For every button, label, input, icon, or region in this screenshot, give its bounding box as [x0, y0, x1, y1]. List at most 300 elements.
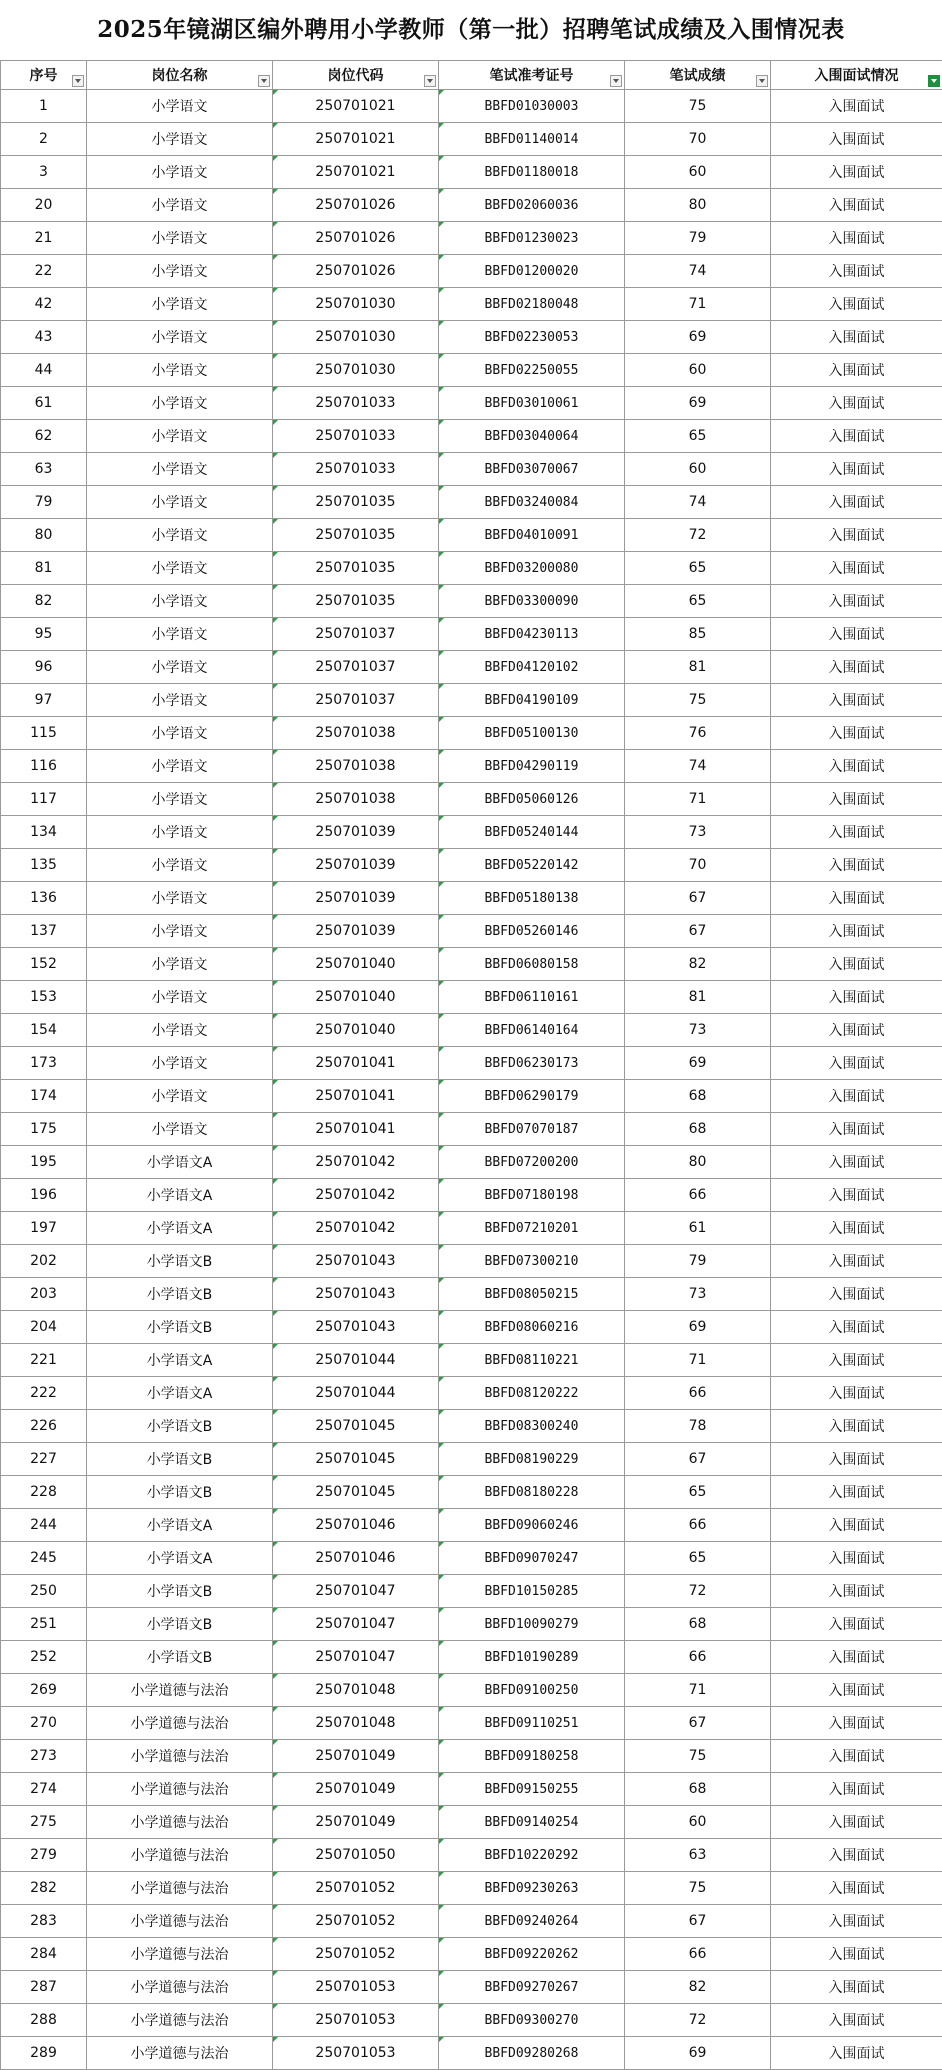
cell-score[interactable]	[625, 189, 771, 222]
cell-position-code[interactable]	[273, 783, 439, 816]
cell-seq[interactable]	[1, 1938, 87, 1971]
cell-position-code[interactable]	[273, 354, 439, 387]
cell-ticket-number[interactable]	[439, 189, 625, 222]
cell-score[interactable]	[625, 222, 771, 255]
cell-interview-status[interactable]	[771, 1872, 942, 1905]
cell-position-name[interactable]	[87, 2037, 273, 2070]
cell-position-code[interactable]	[273, 1146, 439, 1179]
cell-score[interactable]	[625, 1476, 771, 1509]
cell-position-code[interactable]	[273, 1674, 439, 1707]
cell-position-name[interactable]	[87, 1938, 273, 1971]
cell-interview-status[interactable]	[771, 519, 942, 552]
cell-seq[interactable]	[1, 2037, 87, 2070]
cell-score[interactable]	[625, 882, 771, 915]
cell-ticket-number[interactable]	[439, 552, 625, 585]
cell-score[interactable]	[625, 684, 771, 717]
cell-score[interactable]	[625, 1872, 771, 1905]
cell-seq[interactable]	[1, 684, 87, 717]
cell-position-code[interactable]	[273, 552, 439, 585]
cell-position-name[interactable]	[87, 1509, 273, 1542]
cell-interview-status[interactable]	[771, 288, 942, 321]
cell-score[interactable]	[625, 750, 771, 783]
cell-position-name[interactable]	[87, 90, 273, 123]
cell-score[interactable]	[625, 651, 771, 684]
cell-position-code[interactable]	[273, 618, 439, 651]
cell-seq[interactable]	[1, 1377, 87, 1410]
cell-ticket-number[interactable]	[439, 1047, 625, 1080]
cell-score[interactable]	[625, 1410, 771, 1443]
cell-position-name[interactable]	[87, 1080, 273, 1113]
cell-score[interactable]	[625, 156, 771, 189]
column-header-position-code[interactable]	[273, 61, 439, 90]
cell-position-name[interactable]	[87, 750, 273, 783]
cell-interview-status[interactable]	[771, 1344, 942, 1377]
cell-position-name[interactable]	[87, 1740, 273, 1773]
cell-seq[interactable]	[1, 255, 87, 288]
cell-ticket-number[interactable]	[439, 1146, 625, 1179]
cell-position-code[interactable]	[273, 90, 439, 123]
cell-position-name[interactable]	[87, 585, 273, 618]
cell-score[interactable]	[625, 453, 771, 486]
cell-seq[interactable]	[1, 1278, 87, 1311]
cell-position-code[interactable]	[273, 1014, 439, 1047]
cell-position-name[interactable]	[87, 420, 273, 453]
cell-score[interactable]	[625, 585, 771, 618]
cell-interview-status[interactable]	[771, 387, 942, 420]
dropdown-filter-icon[interactable]	[258, 75, 270, 87]
cell-ticket-number[interactable]	[439, 90, 625, 123]
cell-interview-status[interactable]	[771, 1608, 942, 1641]
cell-position-name[interactable]	[87, 1575, 273, 1608]
cell-position-code[interactable]	[273, 1443, 439, 1476]
cell-position-name[interactable]	[87, 783, 273, 816]
cell-ticket-number[interactable]	[439, 387, 625, 420]
cell-interview-status[interactable]	[771, 717, 942, 750]
cell-position-name[interactable]	[87, 1674, 273, 1707]
cell-seq[interactable]	[1, 123, 87, 156]
cell-ticket-number[interactable]	[439, 1773, 625, 1806]
cell-interview-status[interactable]	[771, 1806, 942, 1839]
cell-interview-status[interactable]	[771, 486, 942, 519]
cell-position-name[interactable]	[87, 981, 273, 1014]
cell-ticket-number[interactable]	[439, 1839, 625, 1872]
cell-interview-status[interactable]	[771, 156, 942, 189]
cell-interview-status[interactable]	[771, 222, 942, 255]
cell-position-name[interactable]	[87, 222, 273, 255]
cell-interview-status[interactable]	[771, 1773, 942, 1806]
cell-score[interactable]	[625, 717, 771, 750]
cell-position-code[interactable]	[273, 1641, 439, 1674]
cell-position-code[interactable]	[273, 1344, 439, 1377]
cell-position-code[interactable]	[273, 1410, 439, 1443]
cell-position-name[interactable]	[87, 1179, 273, 1212]
cell-position-code[interactable]	[273, 1179, 439, 1212]
cell-score[interactable]	[625, 255, 771, 288]
cell-score[interactable]	[625, 1839, 771, 1872]
cell-ticket-number[interactable]	[439, 717, 625, 750]
cell-score[interactable]	[625, 1344, 771, 1377]
column-header-interview-status[interactable]	[771, 61, 942, 90]
cell-position-code[interactable]	[273, 1905, 439, 1938]
cell-interview-status[interactable]	[771, 1476, 942, 1509]
cell-ticket-number[interactable]	[439, 1443, 625, 1476]
cell-score[interactable]	[625, 1971, 771, 2004]
cell-score[interactable]	[625, 123, 771, 156]
cell-score[interactable]	[625, 1509, 771, 1542]
cell-position-code[interactable]	[273, 684, 439, 717]
cell-interview-status[interactable]	[771, 453, 942, 486]
cell-score[interactable]	[625, 1014, 771, 1047]
cell-interview-status[interactable]	[771, 882, 942, 915]
cell-position-code[interactable]	[273, 1245, 439, 1278]
cell-position-code[interactable]	[273, 882, 439, 915]
cell-ticket-number[interactable]	[439, 453, 625, 486]
cell-interview-status[interactable]	[771, 189, 942, 222]
cell-score[interactable]	[625, 288, 771, 321]
cell-position-name[interactable]	[87, 1014, 273, 1047]
cell-position-name[interactable]	[87, 1047, 273, 1080]
cell-position-code[interactable]	[273, 1971, 439, 2004]
cell-ticket-number[interactable]	[439, 1509, 625, 1542]
cell-ticket-number[interactable]	[439, 1080, 625, 1113]
cell-seq[interactable]	[1, 915, 87, 948]
cell-position-name[interactable]	[87, 1905, 273, 1938]
cell-score[interactable]	[625, 1146, 771, 1179]
cell-seq[interactable]	[1, 1509, 87, 1542]
cell-seq[interactable]	[1, 90, 87, 123]
cell-ticket-number[interactable]	[439, 684, 625, 717]
cell-position-name[interactable]	[87, 915, 273, 948]
cell-seq[interactable]	[1, 1080, 87, 1113]
cell-seq[interactable]	[1, 1212, 87, 1245]
cell-score[interactable]	[625, 1212, 771, 1245]
cell-position-code[interactable]	[273, 321, 439, 354]
cell-score[interactable]	[625, 1443, 771, 1476]
cell-position-name[interactable]	[87, 288, 273, 321]
cell-interview-status[interactable]	[771, 1707, 942, 1740]
cell-score[interactable]	[625, 816, 771, 849]
cell-interview-status[interactable]	[771, 618, 942, 651]
cell-ticket-number[interactable]	[439, 354, 625, 387]
cell-position-code[interactable]	[273, 1707, 439, 1740]
cell-score[interactable]	[625, 1278, 771, 1311]
cell-position-name[interactable]	[87, 1839, 273, 1872]
cell-score[interactable]	[625, 783, 771, 816]
cell-seq[interactable]	[1, 1641, 87, 1674]
cell-seq[interactable]	[1, 750, 87, 783]
cell-score[interactable]	[625, 1773, 771, 1806]
cell-ticket-number[interactable]	[439, 1113, 625, 1146]
cell-ticket-number[interactable]	[439, 750, 625, 783]
cell-score[interactable]	[625, 1377, 771, 1410]
cell-interview-status[interactable]	[771, 1212, 942, 1245]
cell-score[interactable]	[625, 1608, 771, 1641]
cell-seq[interactable]	[1, 1971, 87, 2004]
cell-ticket-number[interactable]	[439, 1674, 625, 1707]
cell-position-code[interactable]	[273, 651, 439, 684]
cell-interview-status[interactable]	[771, 684, 942, 717]
cell-ticket-number[interactable]	[439, 1575, 625, 1608]
cell-ticket-number[interactable]	[439, 222, 625, 255]
cell-interview-status[interactable]	[771, 1245, 942, 1278]
cell-position-code[interactable]	[273, 255, 439, 288]
cell-ticket-number[interactable]	[439, 1905, 625, 1938]
cell-seq[interactable]	[1, 1344, 87, 1377]
cell-position-name[interactable]	[87, 1443, 273, 1476]
cell-position-name[interactable]	[87, 1707, 273, 1740]
column-header-seq[interactable]	[1, 61, 87, 90]
cell-position-name[interactable]	[87, 1344, 273, 1377]
cell-interview-status[interactable]	[771, 750, 942, 783]
dropdown-filter-icon[interactable]	[610, 75, 622, 87]
cell-ticket-number[interactable]	[439, 882, 625, 915]
cell-position-name[interactable]	[87, 552, 273, 585]
cell-interview-status[interactable]	[771, 948, 942, 981]
cell-position-code[interactable]	[273, 1872, 439, 1905]
cell-position-code[interactable]	[273, 387, 439, 420]
cell-ticket-number[interactable]	[439, 1872, 625, 1905]
cell-interview-status[interactable]	[771, 552, 942, 585]
cell-seq[interactable]	[1, 1311, 87, 1344]
cell-ticket-number[interactable]	[439, 816, 625, 849]
cell-interview-status[interactable]	[771, 849, 942, 882]
cell-position-name[interactable]	[87, 321, 273, 354]
cell-score[interactable]	[625, 1311, 771, 1344]
cell-score[interactable]	[625, 387, 771, 420]
cell-position-name[interactable]	[87, 1542, 273, 1575]
cell-score[interactable]	[625, 618, 771, 651]
cell-position-code[interactable]	[273, 1080, 439, 1113]
cell-score[interactable]	[625, 915, 771, 948]
cell-score[interactable]	[625, 1542, 771, 1575]
cell-ticket-number[interactable]	[439, 1344, 625, 1377]
cell-seq[interactable]	[1, 1410, 87, 1443]
cell-seq[interactable]	[1, 288, 87, 321]
cell-seq[interactable]	[1, 1773, 87, 1806]
cell-interview-status[interactable]	[771, 816, 942, 849]
cell-position-name[interactable]	[87, 387, 273, 420]
cell-ticket-number[interactable]	[439, 1245, 625, 1278]
cell-score[interactable]	[625, 1806, 771, 1839]
cell-ticket-number[interactable]	[439, 420, 625, 453]
cell-position-code[interactable]	[273, 288, 439, 321]
cell-seq[interactable]	[1, 1179, 87, 1212]
cell-seq[interactable]	[1, 651, 87, 684]
cell-interview-status[interactable]	[771, 1278, 942, 1311]
cell-score[interactable]	[625, 948, 771, 981]
cell-ticket-number[interactable]	[439, 1938, 625, 1971]
cell-position-code[interactable]	[273, 1740, 439, 1773]
cell-position-name[interactable]	[87, 816, 273, 849]
cell-ticket-number[interactable]	[439, 783, 625, 816]
cell-position-code[interactable]	[273, 585, 439, 618]
cell-interview-status[interactable]	[771, 1938, 942, 1971]
cell-seq[interactable]	[1, 1575, 87, 1608]
cell-ticket-number[interactable]	[439, 585, 625, 618]
cell-score[interactable]	[625, 1740, 771, 1773]
cell-interview-status[interactable]	[771, 1971, 942, 2004]
cell-interview-status[interactable]	[771, 354, 942, 387]
cell-interview-status[interactable]	[771, 1113, 942, 1146]
cell-ticket-number[interactable]	[439, 1740, 625, 1773]
cell-seq[interactable]	[1, 981, 87, 1014]
cell-position-code[interactable]	[273, 717, 439, 750]
cell-interview-status[interactable]	[771, 1740, 942, 1773]
cell-ticket-number[interactable]	[439, 1212, 625, 1245]
cell-position-code[interactable]	[273, 750, 439, 783]
cell-seq[interactable]	[1, 618, 87, 651]
cell-position-code[interactable]	[273, 1047, 439, 1080]
dropdown-filter-icon[interactable]	[424, 75, 436, 87]
cell-seq[interactable]	[1, 1014, 87, 1047]
cell-seq[interactable]	[1, 1476, 87, 1509]
cell-seq[interactable]	[1, 1542, 87, 1575]
cell-interview-status[interactable]	[771, 123, 942, 156]
cell-ticket-number[interactable]	[439, 519, 625, 552]
cell-seq[interactable]	[1, 849, 87, 882]
cell-interview-status[interactable]	[771, 1674, 942, 1707]
cell-position-name[interactable]	[87, 1641, 273, 1674]
cell-ticket-number[interactable]	[439, 1608, 625, 1641]
cell-interview-status[interactable]	[771, 1575, 942, 1608]
cell-score[interactable]	[625, 1938, 771, 1971]
cell-ticket-number[interactable]	[439, 1971, 625, 2004]
cell-position-code[interactable]	[273, 453, 439, 486]
cell-position-code[interactable]	[273, 1212, 439, 1245]
cell-score[interactable]	[625, 2037, 771, 2070]
cell-seq[interactable]	[1, 552, 87, 585]
cell-seq[interactable]	[1, 1608, 87, 1641]
cell-position-code[interactable]	[273, 981, 439, 1014]
dropdown-filter-icon[interactable]	[756, 75, 768, 87]
cell-position-code[interactable]	[273, 156, 439, 189]
cell-position-name[interactable]	[87, 948, 273, 981]
cell-position-name[interactable]	[87, 651, 273, 684]
cell-position-code[interactable]	[273, 1608, 439, 1641]
cell-ticket-number[interactable]	[439, 486, 625, 519]
cell-seq[interactable]	[1, 1674, 87, 1707]
cell-ticket-number[interactable]	[439, 321, 625, 354]
cell-position-code[interactable]	[273, 1278, 439, 1311]
cell-seq[interactable]	[1, 156, 87, 189]
cell-seq[interactable]	[1, 387, 87, 420]
cell-interview-status[interactable]	[771, 1377, 942, 1410]
cell-score[interactable]	[625, 354, 771, 387]
cell-position-code[interactable]	[273, 1476, 439, 1509]
cell-position-name[interactable]	[87, 1278, 273, 1311]
cell-position-name[interactable]	[87, 1476, 273, 1509]
dropdown-filter-icon[interactable]	[72, 75, 84, 87]
cell-position-name[interactable]	[87, 189, 273, 222]
cell-position-name[interactable]	[87, 1971, 273, 2004]
cell-position-code[interactable]	[273, 1377, 439, 1410]
cell-position-name[interactable]	[87, 2004, 273, 2037]
cell-interview-status[interactable]	[771, 90, 942, 123]
cell-score[interactable]	[625, 1905, 771, 1938]
cell-seq[interactable]	[1, 519, 87, 552]
column-header-position-name[interactable]	[87, 61, 273, 90]
cell-interview-status[interactable]	[771, 1839, 942, 1872]
cell-position-code[interactable]	[273, 123, 439, 156]
cell-score[interactable]	[625, 1179, 771, 1212]
cell-position-name[interactable]	[87, 354, 273, 387]
cell-seq[interactable]	[1, 783, 87, 816]
column-header-score[interactable]	[625, 61, 771, 90]
cell-seq[interactable]	[1, 1740, 87, 1773]
cell-position-code[interactable]	[273, 519, 439, 552]
cell-position-code[interactable]	[273, 816, 439, 849]
cell-position-code[interactable]	[273, 1938, 439, 1971]
cell-ticket-number[interactable]	[439, 288, 625, 321]
cell-ticket-number[interactable]	[439, 1806, 625, 1839]
column-header-ticket-number[interactable]	[439, 61, 625, 90]
cell-position-code[interactable]	[273, 849, 439, 882]
cell-ticket-number[interactable]	[439, 1542, 625, 1575]
cell-position-code[interactable]	[273, 1839, 439, 1872]
cell-interview-status[interactable]	[771, 1542, 942, 1575]
cell-interview-status[interactable]	[771, 915, 942, 948]
cell-score[interactable]	[625, 1707, 771, 1740]
cell-interview-status[interactable]	[771, 1014, 942, 1047]
cell-interview-status[interactable]	[771, 1047, 942, 1080]
cell-seq[interactable]	[1, 222, 87, 255]
cell-position-name[interactable]	[87, 1410, 273, 1443]
cell-position-name[interactable]	[87, 1608, 273, 1641]
cell-position-name[interactable]	[87, 1113, 273, 1146]
cell-seq[interactable]	[1, 1443, 87, 1476]
cell-seq[interactable]	[1, 1146, 87, 1179]
cell-position-code[interactable]	[273, 1311, 439, 1344]
cell-position-name[interactable]	[87, 123, 273, 156]
cell-position-name[interactable]	[87, 1377, 273, 1410]
cell-seq[interactable]	[1, 486, 87, 519]
cell-ticket-number[interactable]	[439, 1311, 625, 1344]
cell-position-name[interactable]	[87, 1311, 273, 1344]
cell-position-code[interactable]	[273, 1542, 439, 1575]
cell-score[interactable]	[625, 90, 771, 123]
cell-interview-status[interactable]	[771, 1509, 942, 1542]
cell-ticket-number[interactable]	[439, 1278, 625, 1311]
cell-seq[interactable]	[1, 1113, 87, 1146]
cell-seq[interactable]	[1, 1872, 87, 1905]
cell-score[interactable]	[625, 420, 771, 453]
cell-interview-status[interactable]	[771, 1410, 942, 1443]
cell-interview-status[interactable]	[771, 1311, 942, 1344]
cell-interview-status[interactable]	[771, 651, 942, 684]
cell-interview-status[interactable]	[771, 981, 942, 1014]
cell-position-name[interactable]	[87, 255, 273, 288]
cell-seq[interactable]	[1, 2004, 87, 2037]
cell-position-name[interactable]	[87, 1245, 273, 1278]
cell-position-code[interactable]	[273, 1575, 439, 1608]
cell-score[interactable]	[625, 1575, 771, 1608]
cell-ticket-number[interactable]	[439, 981, 625, 1014]
cell-interview-status[interactable]	[771, 1641, 942, 1674]
cell-position-name[interactable]	[87, 453, 273, 486]
cell-score[interactable]	[625, 552, 771, 585]
cell-seq[interactable]	[1, 354, 87, 387]
cell-position-name[interactable]	[87, 684, 273, 717]
cell-interview-status[interactable]	[771, 585, 942, 618]
cell-seq[interactable]	[1, 882, 87, 915]
cell-position-name[interactable]	[87, 156, 273, 189]
cell-score[interactable]	[625, 1113, 771, 1146]
cell-interview-status[interactable]	[771, 255, 942, 288]
cell-position-name[interactable]	[87, 1146, 273, 1179]
cell-position-code[interactable]	[273, 1113, 439, 1146]
cell-ticket-number[interactable]	[439, 1476, 625, 1509]
cell-ticket-number[interactable]	[439, 1410, 625, 1443]
